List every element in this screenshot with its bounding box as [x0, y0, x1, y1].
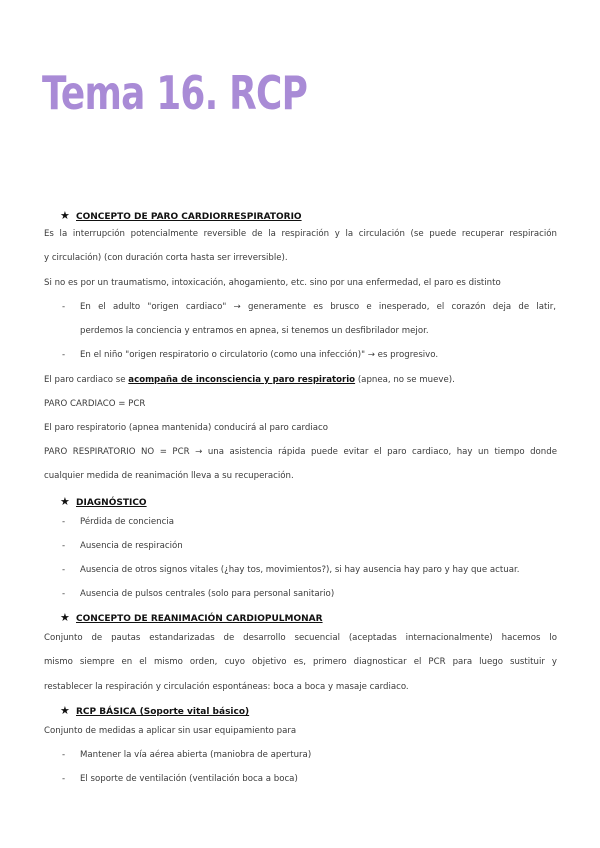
dash-icon: - [62, 350, 66, 360]
list-item: - Ausencia de respiración [62, 541, 183, 551]
list-item: - En el adulto "origen cardiaco" → generamente es brusco e inesperado, el corazón deja de latir, [62, 302, 556, 312]
list-item: - Mantener la vía aérea abierta (maniobra de apertura) [62, 750, 312, 760]
list-item-continuation: perdemos la conciencia y entramos en apnea, si tenemos un desfibrilador mejor. [80, 326, 429, 336]
paragraph-line: Es la interrupción potencialmente reversible de la respiración y la circulación (se puede recuperar respiración [44, 229, 557, 239]
paragraph-line: PARO RESPIRATORIO NO = PCR → una asistencia rápida puede evitar el paro cardiaco, hay un tiempo donde [44, 447, 557, 457]
section-heading-rcp-basica: ★ RCP BÁSICA (Soporte vital básico) [60, 704, 250, 717]
list-item: - Ausencia de otros signos vitales (¿hay tos, movimientos?), si hay ausencia hay paro y hay que actuar. [62, 565, 520, 575]
dash-icon: - [62, 750, 66, 760]
dash-icon: - [62, 589, 66, 599]
star-icon: ★ [60, 209, 70, 222]
dash-icon: - [62, 774, 66, 784]
paragraph-line: El paro respiratorio (apnea mantenida) conducirá al paro cardiaco [44, 423, 328, 433]
paragraph-line: cualquier medida de reanimación lleva a su recuperación. [44, 471, 294, 481]
list-item: - Pérdida de conciencia [62, 517, 174, 527]
paragraph-line: Si no es por un traumatismo, intoxicación, ahogamiento, etc. sino por una enfermedad, el paro es distinto [44, 278, 501, 288]
star-icon: ★ [60, 611, 70, 624]
highlighted-text: acompaña de inconsciencia y paro respiratorio [128, 375, 356, 385]
list-item: - Ausencia de pulsos centrales (solo para personal sanitario) [62, 589, 335, 599]
paragraph-line: restablecer la respiración y circulación espontáneas: boca a boca y masaje cardiaco. [44, 682, 409, 692]
list-item: - En el niño "origen respiratorio o circulatorio (como una infección)" → es progresivo. [62, 350, 439, 360]
paragraph-line: El paro cardiaco se acompaña de inconsciencia y paro respiratorio (apnea, no se mueve). [44, 375, 455, 385]
dash-icon: - [62, 302, 66, 312]
paragraph-line: mismo siempre en el mismo orden, cuyo objetivo es, primero diagnosticar el PCR para luego sustituir y [44, 657, 557, 667]
star-icon: ★ [60, 495, 70, 508]
list-item: - El soporte de ventilación (ventilación boca a boca) [62, 774, 298, 784]
dash-icon: - [62, 565, 66, 575]
paragraph-line: Conjunto de pautas estandarizadas de desarrollo secuencial (aceptadas internacionalmente) hacemos lo [44, 633, 557, 643]
section-heading-reanimacion: ★ CONCEPTO DE REANIMACIÓN CARDIOPULMONAR [60, 611, 323, 624]
page-title: Tema 16. RCP [42, 66, 308, 120]
section-heading-concepto-paro: ★ CONCEPTO DE PARO CARDIORRESPIRATORIO [60, 209, 302, 222]
paragraph-line: y circulación) (con duración corta hasta ser irreversible). [44, 253, 288, 263]
dash-icon: - [62, 517, 66, 527]
paragraph-line: PARO CARDIACO = PCR [44, 399, 146, 409]
paragraph-line: Conjunto de medidas a aplicar sin usar equipamiento para [44, 726, 297, 736]
star-icon: ★ [60, 704, 70, 717]
section-heading-diagnostico: ★ DIAGNÓSTICO [60, 495, 147, 508]
dash-icon: - [62, 541, 66, 551]
